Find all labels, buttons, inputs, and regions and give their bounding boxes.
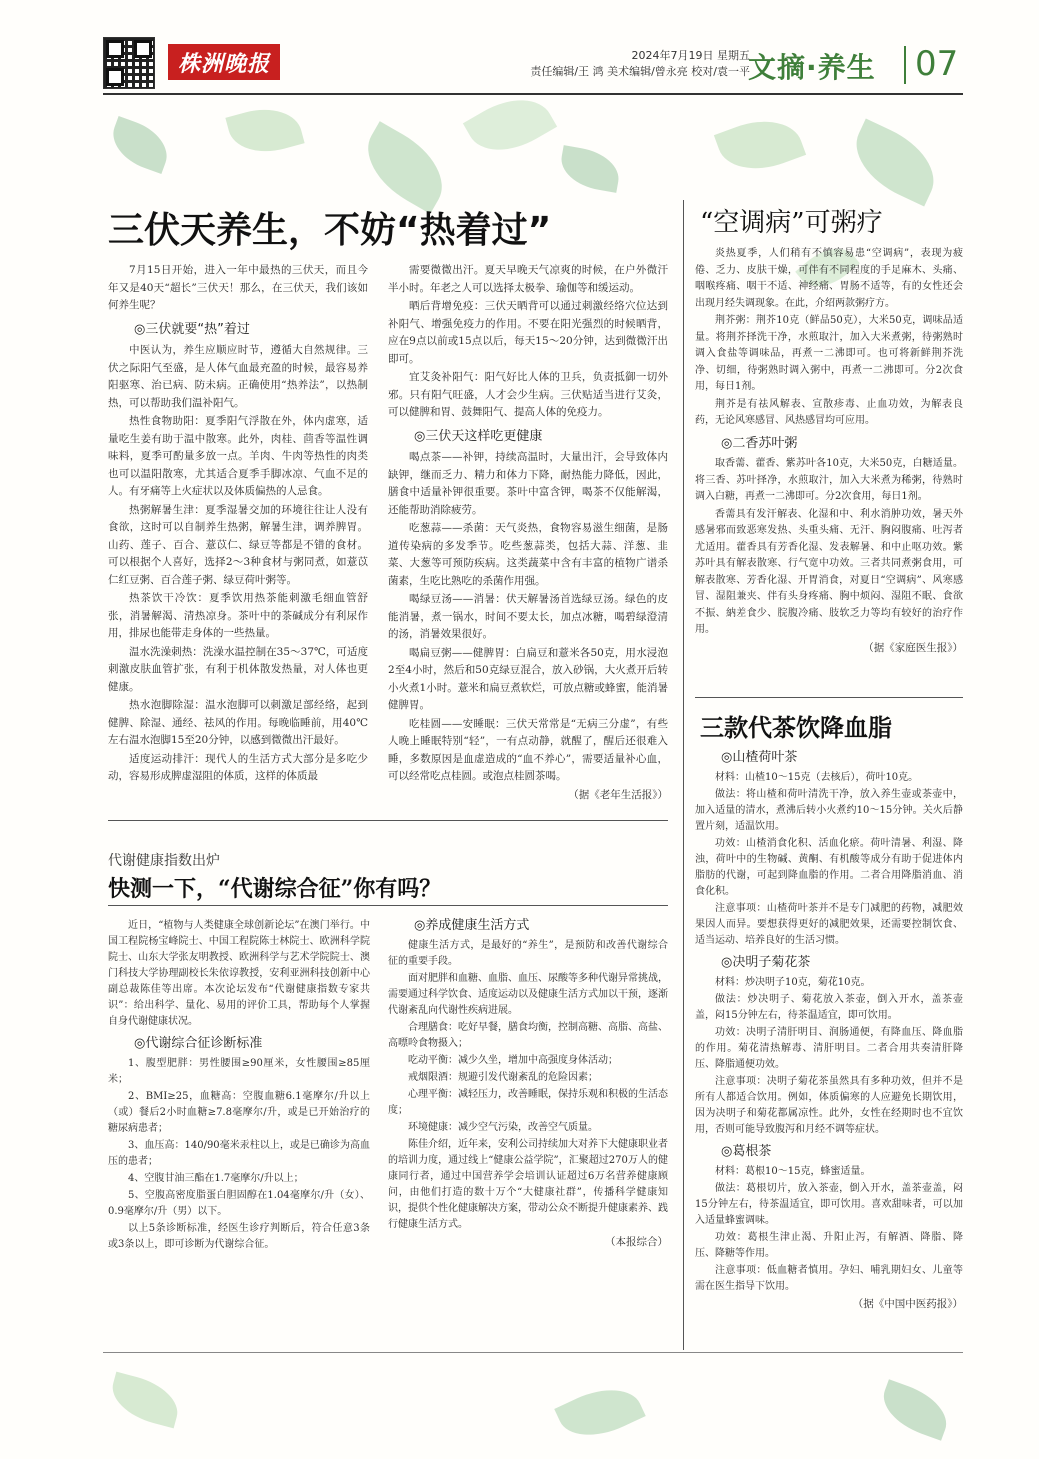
- column-rule: [683, 200, 684, 1350]
- paragraph: 热茶饮干冷饮：夏季饮用热茶能刺激毛细血管舒张，消暑解渴、清热凉身。茶叶中的茶碱成分有利尿作用，排尿也能带走身体的一些热量。: [108, 592, 368, 639]
- section-rule: [108, 820, 668, 821]
- paragraph: 面对肥胖和血糖、血脂、血压、尿酸等多种代谢异常挑战，需要通过科学饮食、适度运动以及健康生活方式加以干预，逐渐代谢紊乱向代谢性疾病进展。: [388, 973, 668, 1016]
- paragraph: 晒后背增免疫：三伏天晒背可以通过刺激经络穴位达到补阳气、增强免疫力的作用。不要在阳光强烈的时候晒背，应在9点以前或15点以后，每天15～20分钟，达到微微汗出即可。: [388, 300, 668, 365]
- criterion: 以上5条诊断标准，经医生诊疗判断后，符合任意3条或3条以上，即可诊断为代谢综合征。: [108, 1223, 370, 1250]
- article1-subheading-2: ◎三伏天这样吃更健康: [414, 428, 543, 444]
- paragraph: 陈佳介绍，近年来，安利公司持续加大对养下大健康职业者的培训力度，通过线上“健康公益学院”，汇聚超过270万人的健康同行者，通过中国营养学会培训认证超过6万名营养健康顾问，由他们打造的数十万个“大健康社群”，传播科学健康知识，提供个性化健康解决方案，带动公众不断提升健康素养、践行健康生活方式。: [388, 1139, 668, 1230]
- issue-info: [530, 48, 750, 80]
- paragraph: 做法：葛根切片，放入茶壶，倒入开水，盖茶壶盖，闷15分钟左右，待茶温适宜，即可饮用。喜欢甜味者，可以加入适量蜂蜜调味。: [695, 1183, 963, 1226]
- article4-source: （据《中国中医药报》）: [852, 1298, 963, 1310]
- paragraph: 心理平衡：减轻压力，改善睡眠，保持乐观和积极的生活态度；: [388, 1089, 668, 1116]
- footer-rule: [103, 1352, 963, 1353]
- article1-source: （据《老年生活报》）: [568, 788, 668, 801]
- criterion: 2、BMI≥25，血糖高：空腹血糖6.1毫摩尔/升以上（或）餐后2小时血糖≥7.8毫摩尔/升，或是已开始治疗的糖尿病患者；: [108, 1091, 370, 1134]
- article1-intro: 7月15日开始，进入一年中最热的三伏天，而且今年又是40天“超长”三伏天！那么，在三伏天，我们该如何养生呢？: [108, 264, 368, 311]
- paragraph: 喝扁豆粥——健脾胃：白扁豆和薏米各50克，用水浸泡2至4小时，然后和50克绿豆混合，放入砂锅，大火煮开后转小火煮1小时。薏米和扁豆煮软烂，可放点糖或蜂蜜，能消暑健脾胃。: [388, 646, 668, 711]
- criterion: 3、血压高：140/90毫米汞柱以上，或是已确诊为高血压的患者；: [108, 1140, 370, 1167]
- paragraph: 喝点茶——补钾，持续高温时，大量出汗，会导致体内缺钾，继而乏力、精力和体力下降，耐热能力降低，因此，膳食中适量补钾很重要。茶叶中富含钾，喝茶不仅能解渴，还能帮助消除疲劳。: [388, 451, 668, 516]
- editor-credits: 责任编辑/王 鸿 美术编辑/曾永亮 校对/袁一平: [530, 65, 750, 78]
- paragraph: 中医认为，养生应顺应时节，遵循大自然规律。三伏之际阳气至盛，是人体气血最充盈的时候，最容易养阳驱寒、治已病、防未病。正确使用“热养法”，以热制热，可以帮助我们温补阳气。: [108, 344, 368, 409]
- paragraph: 热性食物助阳：夏季阳气浮散在外，体内虚寒，适量吃生姜有助于温中散寒。此外，肉桂、茴香等温性调味料，夏季可酌量多放一点。羊肉、牛肉等热性的肉类也可以温阳散寒，尤其适合夏季手脚冰凉、气血不足的人。有牙痛等上火症状以及体质偏热的人忌食。: [108, 415, 368, 497]
- section-title: 文摘·养生: [748, 51, 876, 84]
- article3-subheading-1: ◎代谢综合征诊断标准: [134, 1036, 263, 1051]
- paragraph: 戒烟限酒：规避引发代谢紊乱的危险因素；: [408, 1072, 598, 1083]
- paragraph: 做法：炒决明子、菊花放入茶壶，倒入开水，盖茶壶盖，闷15分钟左右，待茶温适宜，即可饮用。: [695, 994, 963, 1021]
- paragraph: 注意事项：决明子菊花茶虽然具有多种功效，但并不是所有人都适合饮用。例如，体质偏寒的人应避免长期饮用，因为决明子和菊花都属凉性。此外，女性在经期时也不宜饮用，否则可能导致腹泻和月经不调等症状。: [695, 1076, 963, 1135]
- criterion: 5、空腹高密度脂蛋白胆固醇在1.04毫摩尔/升（女）、0.9毫摩尔/升（男）以下。: [108, 1190, 370, 1217]
- paragraph: 宜艾灸补阳气：阳气好比人体的卫兵，负责抵御一切外邪。只有阳气旺盛，人才会少生病。三伏贴适当进行艾灸，可以健脾和胃、鼓舞阳气、提高人体的免疫力。: [388, 371, 668, 418]
- paragraph: 荆芥是有祛风解表、宣散疹毒、止血功效，为解表良药，无论风寒感冒、风热感冒均可应用。: [695, 398, 963, 426]
- article3-kicker: 代谢健康指数出炉: [108, 853, 220, 869]
- paragraph: 需要微微出汗。夏天早晚天气凉爽的时候，在户外微汗半小时。年老之人可以选择太极拳、瑜伽等和缓运动。: [388, 264, 668, 294]
- paragraph: 取香薷、藿香、紫苏叶各10克，大米50克，白糖适量。将三香、苏叶择净，水煎取汁，加入大米煮为稀粥，待熟时调入白糖，再煮一二沸即可。分2次食用，每日1剂。: [695, 458, 963, 502]
- article4-body: [695, 750, 963, 1313]
- paragraph: 功效：葛根生津止渴、升阳止泻，有解酒、降脂、降压、降糖等作用。: [695, 1232, 963, 1259]
- paragraph: 材料：炒决明子10克，菊花10克。: [715, 977, 871, 988]
- paragraph: 热水泡脚除湿：温水泡脚可以刺激足部经络，起到健脾、除湿、通经、祛风的作用。每晚临睡前，用40℃左右温水泡脚15至20分钟，以感到微微出汗最好。: [108, 699, 368, 746]
- paragraph: 近日，“植物与人类健康全球创新论坛”在澳门举行。中国工程院杨宝峰院士、中国工程院陈士林院士、欧洲科学院院士、山东大学张友明教授、欧洲科学与艺术学院院士、澳门科技大学协理副校长朱依谆教授，安利亚洲科技创新中心副总裁陈佳等出席。本次论坛发布“代谢健康指数专家共识”：给出科学、量化、易用的评价工具，帮助每个人掌握自身代谢健康状况。: [108, 920, 370, 1027]
- paragraph: 注意事项：山楂荷叶茶并不是专门减肥的药物，减肥效果因人而异。要想获得更好的减肥效果，还需要控制饮食、适当运动、培养良好的生活习惯。: [695, 903, 963, 946]
- newspaper-logo: 株洲晚报: [168, 44, 280, 80]
- paragraph: 温水洗澡刺热：洗澡水温控制在35～37℃，可适度刺激皮肤血管扩张，有利于机体散发热量，对人体也更健康。: [108, 645, 368, 693]
- article1-left-column: [108, 262, 368, 787]
- paragraph: 环境健康：减少空气污染，改善空气质量。: [408, 1122, 598, 1133]
- paragraph: 材料：葛根10～15克，蜂蜜适量。: [715, 1166, 871, 1177]
- paragraph: 健康生活方式，是最好的“养生”，是预防和改善代谢综合征的重要手段。: [388, 940, 668, 967]
- article3-source: （本报综合）: [605, 1236, 668, 1248]
- article4-subheading: ◎决明子菊花茶: [721, 955, 811, 970]
- article3-left-column: [108, 918, 370, 1254]
- criterion: 4、空腹甘油三酯在1.7毫摩尔/升以上；: [128, 1173, 304, 1184]
- header-divider: [904, 46, 906, 84]
- paragraph: 热粥解暑生津：夏季湿暑交加的环境往往让人没有食欲，这时可以自制养生热粥，解暑生津，调养脾胃。山药、莲子、百合、薏苡仁、绿豆等都是不错的食材。可以根据个人喜好，选择2～3种食材与粥同煮，如薏苡仁红豆粥、百合莲子粥、绿豆荷叶粥等。: [108, 503, 368, 586]
- page-number: 07: [915, 44, 959, 84]
- header-rule: [103, 93, 963, 95]
- paragraph: 功效：决明子清肝明目、润肠通便，有降血压、降血脂的作用。菊花清热解毒、清肝明目。二者合用共奏清肝降压、降脂通便功效。: [695, 1027, 963, 1070]
- article4-subheading: ◎山楂荷叶茶: [721, 750, 798, 765]
- article1-middle-column: [388, 262, 668, 805]
- article3-right-column: [388, 918, 668, 1251]
- criterion: 1、腹型肥胖：男性腰围≥90厘米，女性腰围≥85厘米；: [108, 1058, 370, 1085]
- issue-date: 2024年7月19日 星期五: [631, 49, 750, 62]
- article2-body: [695, 246, 963, 657]
- paragraph: 适度运动排汗：现代人的生活方式大部分是多吃少动，容易形成脾虚湿阻的体质，这样的体质最: [108, 752, 368, 782]
- paragraph: 荆芥粥：荆芥10克（鲜品50克），大米50克，调味品适量。将荆芥择洗干净，水煎取汁，加入大米煮粥，待粥熟时调入食盐等调味品，再煮一二沸即可。也可将新鲜荆芥洗净、切细，待粥熟时调入粥中，再煮一二沸即可。分2次食用，每日1剂。: [695, 315, 963, 392]
- article2-subheading: ◎二香苏叶粥: [721, 435, 798, 451]
- paragraph: 香薷具有发汗解表、化湿和中、利水消肿功效，暑天外感暑邪而致恶寒发热、头重头痛、无汗、胸闷腹痛、吐泻者尤适用。藿香具有芳香化湿、发表解暑、和中止呕功效。紫苏叶具有解表散寒、行气宽中功效。三者共同煮粥食用，可解表散寒、芳香化湿、开胃消食，对夏日“空调病”、风寒感冒、湿阻兼夹、伴有头身疼痛、胸中烦闷、湿阻不眠、食欲不振、納差食少、脘腹冷痛、肢软乏力等均有较好的治疗作用。: [695, 508, 963, 635]
- title-rule: [108, 905, 668, 906]
- article4-title: 三款代茶饮降血脂: [700, 714, 892, 742]
- paragraph: 吃葱蒜——杀菌：天气炎热，食物容易滋生细菌，是肠道传染病的多发季节。吃些葱蒜类，包括大蒜、洋葱、韭菜、大葱等可预防疾病。这类蔬菜中含有丰富的植物广谱杀菌素，生吃比熟吃的杀菌作用强。: [388, 522, 668, 587]
- paragraph: 喝绿豆汤——消暑：伏天解暑汤首选绿豆汤。绿色的皮能消暑，煮一锅水，时间不要太长，加点冰糖，喝碧绿澄清的汤，消暑效果很好。: [388, 593, 668, 640]
- paragraph: 功效：山楂消食化积、活血化瘀。荷叶清暑、利湿、降浊，荷叶中的生物碱、黄酮、有机酸等成分有助于促进体内脂肪的代谢，可起到降血脂的作用。二者合用降脂消血、消食化积。: [695, 838, 963, 897]
- article2-source: （据《家庭医生报》）: [863, 641, 963, 654]
- paragraph: 吃动平衡：减少久坐，增加中高强度身体活动；: [408, 1055, 618, 1066]
- paragraph: 注意事项：低血糖者慎用。孕妇、哺乳期妇女、儿童等需在医生指导下饮用。: [695, 1265, 963, 1292]
- article2-title: “空调病”可粥疗: [700, 208, 883, 238]
- article1-subheading-1: ◎三伏就要“热”着过: [134, 321, 250, 337]
- paragraph: 材料：山楂10～15克（去核后），荷叶10克。: [715, 772, 919, 783]
- paragraph: 合理膳食：吃好早餐，膳食均衡，控制高糖、高脂、高盐、高嘌呤食物摄入；: [388, 1022, 668, 1049]
- paragraph: 吃桂圆——安睡眠：三伏天常常是“无病三分虚”，有些人晚上睡眠特别“轻”，一有点动静，就醒了，醒后还很难入睡，多数原因是血虚造成的“血不养心”，需要适量补心血，可以经常吃点桂圆。或泡点桂圆茶喝。: [388, 717, 668, 782]
- section-rule: [695, 697, 963, 698]
- qr-code: [103, 37, 155, 89]
- article1-title: 三伏天养生，不妨“热着过”: [108, 210, 552, 251]
- article3-title: 快测一下，“代谢综合征”你有吗？: [108, 876, 442, 902]
- paragraph: 做法：将山楂和荷叶清洗干净，放入养生壶或茶壶中，加入适量的清水，煮沸后转小火煮约10～15分钟。关火后静置片刻，适温饮用。: [695, 789, 963, 832]
- article4-subheading: ◎葛根茶: [721, 1144, 772, 1159]
- paragraph: 炎热夏季，人们稍有不慎容易患“空调病”，表现为疲倦、乏力、皮肤干燥，可伴有不同程度的手足麻木、头痛、咽喉疼痛、咽干不适、神经痛、胃肠不适等，有的女性还会出现月经失调现象。在此，介绍两款粥疗方。: [695, 248, 963, 309]
- article3-subheading-2: ◎养成健康生活方式: [414, 918, 530, 933]
